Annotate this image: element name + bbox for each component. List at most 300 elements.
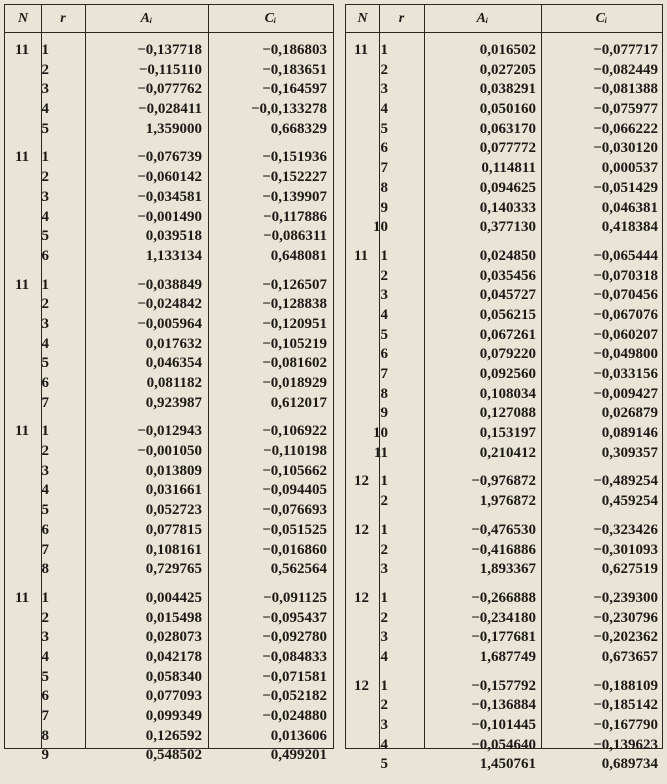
cell-a: 0,058340 <box>145 668 202 685</box>
cell-a: 0,013809 <box>145 462 202 479</box>
cell-a: 0,077772 <box>479 140 536 157</box>
cell-r: 2 <box>380 267 388 284</box>
table-row <box>5 589 333 609</box>
table-row <box>5 648 333 668</box>
cell-n: 12 <box>354 473 369 490</box>
header-divider <box>5 32 333 33</box>
cell-n: 11 <box>15 149 30 166</box>
cell-c: −0,239300 <box>593 589 658 606</box>
right-table-body <box>346 41 662 784</box>
table-row <box>346 61 662 81</box>
cell-a: −0,024842 <box>137 296 202 313</box>
cell-a: 0,063170 <box>479 120 536 137</box>
cell-a: 0,210412 <box>479 444 536 461</box>
table-row <box>346 80 662 100</box>
table-row <box>346 628 662 648</box>
cell-c: −0,120951 <box>262 315 327 332</box>
table-row <box>346 326 662 346</box>
table-row <box>5 227 333 247</box>
cell-c: 0,673657 <box>601 648 658 665</box>
cell-a: 0,031661 <box>145 482 202 499</box>
cell-c: −0,202362 <box>593 629 658 646</box>
table-group <box>346 41 662 238</box>
cell-a: 1,976872 <box>479 493 536 510</box>
cell-r: 5 <box>380 326 388 343</box>
cell-r: 8 <box>380 179 388 196</box>
cell-c: −0,128838 <box>262 296 327 313</box>
cell-r: 6 <box>41 688 49 705</box>
cell-n: 12 <box>354 589 369 606</box>
cell-c: −0,084833 <box>262 648 327 665</box>
table-row <box>5 374 333 394</box>
table-row <box>346 120 662 140</box>
cell-r: 4 <box>380 101 388 118</box>
cell-c: −0,070456 <box>593 287 658 304</box>
cell-c: −0,076693 <box>262 502 327 519</box>
cell-a: 0,081182 <box>146 375 202 391</box>
table-row <box>346 179 662 199</box>
table-row <box>346 139 662 159</box>
cell-c: 0,668329 <box>270 120 327 137</box>
table-row <box>5 422 333 442</box>
cell-a: 1,687749 <box>479 648 536 665</box>
cell-n: 11 <box>354 247 369 264</box>
table-group <box>346 472 662 511</box>
cell-a: −0,137718 <box>137 42 202 58</box>
table-row <box>5 120 333 140</box>
cell-a: 1,450761 <box>479 756 536 773</box>
cell-r: 4 <box>41 335 49 352</box>
cell-r: 1 <box>380 473 388 490</box>
table-row <box>5 148 333 168</box>
cell-r: 6 <box>41 521 49 538</box>
cell-c: −0,016860 <box>262 541 327 558</box>
cell-a: 0,077093 <box>145 688 202 705</box>
cell-a: −0,028411 <box>138 101 202 118</box>
cell-n: 11 <box>354 42 369 58</box>
table-row <box>5 100 333 120</box>
cell-c: −0,081602 <box>262 355 327 372</box>
cell-r: 5 <box>41 355 49 372</box>
cell-c: −0,095437 <box>262 609 327 626</box>
cell-r: 3 <box>380 629 388 646</box>
table-row <box>346 159 662 179</box>
cell-r: 2 <box>380 493 388 510</box>
table-row <box>5 295 333 315</box>
cell-r: 3 <box>380 561 388 578</box>
cell-c: −0,081388 <box>593 81 658 98</box>
cell-r: 4 <box>41 648 49 665</box>
cell-a: 0,729765 <box>145 561 202 578</box>
table-group <box>5 589 333 766</box>
cell-r: 10 <box>373 425 388 442</box>
cell-r: 9 <box>380 405 388 422</box>
cell-r: 3 <box>41 315 49 332</box>
cell-r: 1 <box>380 589 388 606</box>
table-row <box>5 394 333 414</box>
cell-r: 2 <box>41 61 49 78</box>
table-row <box>5 541 333 561</box>
table-row <box>346 677 662 697</box>
cell-r: 1 <box>380 521 388 538</box>
right-table <box>345 4 663 773</box>
cell-c: 0,459254 <box>601 493 658 510</box>
cell-c: −0,151936 <box>262 149 327 166</box>
cell-r: 6 <box>41 247 49 264</box>
cell-a: 0,108034 <box>479 385 536 402</box>
table-group <box>346 677 662 775</box>
table-row <box>5 687 333 707</box>
cell-a: 0,042178 <box>145 648 202 665</box>
header-a: Aᵢ <box>476 11 489 26</box>
cell-r: 6 <box>380 140 388 157</box>
cell-a: 1,133134 <box>145 247 202 264</box>
cell-c: −0,164597 <box>262 81 327 98</box>
cell-a: −0,001490 <box>137 208 202 225</box>
cell-c: −0,323426 <box>593 521 658 538</box>
cell-a: −0,038849 <box>137 276 202 293</box>
cell-r: 9 <box>380 199 388 216</box>
cell-c: −0,105662 <box>262 462 327 479</box>
cell-a: 0,923987 <box>145 394 202 411</box>
cell-r: 5 <box>41 228 49 245</box>
table-row <box>346 267 662 287</box>
cell-r: 3 <box>41 629 49 646</box>
table-row <box>346 100 662 120</box>
cell-a: 0,028073 <box>145 629 202 646</box>
cell-r: 4 <box>41 208 49 225</box>
cell-r: 1 <box>380 247 388 264</box>
table-row <box>5 354 333 374</box>
table-row <box>346 541 662 561</box>
table-row <box>5 247 333 267</box>
table-group <box>5 422 333 580</box>
cell-c: −0,489254 <box>593 473 658 490</box>
cell-a: −0,076739 <box>137 149 202 166</box>
cell-c: 0,000537 <box>601 160 658 177</box>
cell-r: 9 <box>41 747 49 764</box>
cell-c: −0,139623 <box>593 736 658 753</box>
table-row <box>5 727 333 747</box>
cell-r: 2 <box>380 541 388 558</box>
cell-n: 11 <box>15 276 30 293</box>
cell-a: −0,157792 <box>471 677 536 694</box>
table-row <box>5 628 333 648</box>
cell-r: 2 <box>380 609 388 626</box>
cell-c: −0,030120 <box>593 140 658 157</box>
cell-r: 3 <box>41 81 49 98</box>
cell-r: 7 <box>41 708 49 724</box>
table-row <box>346 345 662 365</box>
cell-c: −0,106922 <box>262 423 327 440</box>
cell-a: −0,034581 <box>137 188 202 205</box>
cell-c: −0,075977 <box>593 101 658 118</box>
cell-a: 0,004425 <box>145 589 202 606</box>
table-row <box>5 609 333 629</box>
cell-c: −0,092780 <box>262 629 327 646</box>
cell-a: 0,016502 <box>479 42 536 58</box>
header-c: Cᵢ <box>264 11 277 26</box>
cell-a: −0,234180 <box>471 609 536 626</box>
cell-c: −0,183651 <box>262 61 327 78</box>
table-row <box>346 424 662 444</box>
cell-c: −0,065444 <box>593 247 658 264</box>
cell-c: −0,018929 <box>262 375 327 391</box>
cell-a: 0,140333 <box>479 199 536 216</box>
table-row <box>346 199 662 219</box>
cell-c: −0,033156 <box>593 366 658 382</box>
cell-c: −0,186803 <box>262 42 327 58</box>
cell-c: 0,648081 <box>270 247 327 264</box>
table-row <box>346 365 662 385</box>
cell-c: −0,301093 <box>593 541 658 558</box>
table-row <box>346 560 662 580</box>
cell-a: 1,893367 <box>479 561 536 578</box>
left-table <box>4 4 334 764</box>
cell-r: 6 <box>380 346 388 363</box>
table-row <box>346 492 662 512</box>
cell-n: 11 <box>15 589 30 606</box>
cell-a: 0,126592 <box>145 727 202 744</box>
cell-n: 12 <box>354 677 369 694</box>
cell-a: 0,052723 <box>145 502 202 519</box>
cell-a: −0,115110 <box>138 61 202 78</box>
cell-a: 0,114811 <box>481 160 536 177</box>
cell-a: 0,153197 <box>479 425 536 442</box>
cell-r: 5 <box>380 756 388 773</box>
cell-r: 3 <box>41 462 49 479</box>
cell-a: −0,976872 <box>471 473 536 490</box>
cell-a: −0,012943 <box>137 423 202 440</box>
cell-c: −0,094405 <box>262 482 327 499</box>
cell-a: −0,266888 <box>471 589 536 606</box>
cell-a: 0,094625 <box>479 179 536 196</box>
cell-c: −0,024880 <box>262 708 327 724</box>
table-row <box>5 80 333 100</box>
table-row <box>346 444 662 464</box>
table-row <box>346 385 662 405</box>
cell-a: 0,046354 <box>145 355 202 372</box>
table-row <box>5 188 333 208</box>
header-divider <box>346 32 662 33</box>
cell-r: 2 <box>41 296 49 313</box>
cell-a: 0,092560 <box>479 366 536 382</box>
header-r: r <box>60 11 66 26</box>
cell-r: 3 <box>380 287 388 304</box>
table-row <box>5 442 333 462</box>
table-row <box>5 315 333 335</box>
cell-a: 0,039518 <box>145 228 202 245</box>
table-row <box>5 41 333 61</box>
cell-a: 1,359000 <box>145 120 202 137</box>
cell-c: −0,009427 <box>593 385 658 402</box>
table-row <box>5 746 333 766</box>
table-row <box>5 208 333 228</box>
cell-a: −0,054640 <box>471 736 536 753</box>
table-row <box>5 668 333 688</box>
cell-r: 2 <box>380 61 388 78</box>
table-row <box>346 696 662 716</box>
table-group <box>5 276 333 414</box>
cell-a: 0,045727 <box>479 287 536 304</box>
table-row <box>5 481 333 501</box>
cell-c: 0,418384 <box>601 219 658 236</box>
cell-r: 1 <box>380 42 388 58</box>
cell-c: −0,082449 <box>593 61 658 78</box>
table-row <box>5 707 333 727</box>
cell-c: 0,046381 <box>601 199 658 216</box>
table-row <box>346 521 662 541</box>
cell-a: 0,108161 <box>145 541 202 558</box>
cell-r: 7 <box>41 541 49 558</box>
cell-r: 1 <box>41 589 49 606</box>
cell-c: 0,089146 <box>601 425 658 442</box>
cell-r: 1 <box>41 276 49 293</box>
left-table-body <box>5 41 333 775</box>
table-row <box>346 286 662 306</box>
table-row <box>346 648 662 668</box>
table-group <box>346 247 662 464</box>
table-row <box>5 501 333 521</box>
cell-r: 10 <box>373 219 388 236</box>
cell-c: −0,167790 <box>593 717 658 733</box>
table-row <box>346 218 662 238</box>
cell-c: −0,066222 <box>593 120 658 137</box>
cell-c: 0,627519 <box>601 561 658 578</box>
cell-c: 0,612017 <box>270 394 327 411</box>
cell-c: 0,689734 <box>601 756 658 773</box>
cell-c: −0,067076 <box>593 306 658 323</box>
cell-r: 4 <box>41 101 49 118</box>
table-row <box>346 755 662 775</box>
cell-c: −0,052182 <box>262 688 327 705</box>
cell-a: −0,416886 <box>471 541 536 558</box>
cell-r: 2 <box>41 169 49 186</box>
header-n: N <box>17 11 29 26</box>
cell-c: −0,110198 <box>263 443 327 460</box>
table-row <box>346 404 662 424</box>
cell-a: 0,377130 <box>479 219 536 236</box>
cell-c: −0,117886 <box>263 208 327 225</box>
cell-r: 4 <box>380 736 388 753</box>
table-row <box>346 472 662 492</box>
cell-a: −0,101445 <box>471 717 536 733</box>
table-group <box>5 41 333 139</box>
cell-c: −0,077717 <box>593 42 658 58</box>
cell-a: 0,017632 <box>145 335 202 352</box>
cell-a: −0,077762 <box>137 81 202 98</box>
cell-a: 0,127088 <box>479 405 536 422</box>
table-row <box>346 609 662 629</box>
cell-a: 0,079220 <box>479 346 536 363</box>
cell-c: −0,152227 <box>262 169 327 186</box>
table-row <box>5 521 333 541</box>
cell-a: −0,001050 <box>137 443 202 460</box>
table-row <box>5 462 333 482</box>
cell-a: 0,038291 <box>479 81 536 98</box>
table-group <box>346 521 662 580</box>
table-row <box>5 168 333 188</box>
cell-c: −0,060207 <box>593 326 658 343</box>
cell-c: −0,051525 <box>262 521 327 538</box>
table-row <box>346 306 662 326</box>
cell-c: 0,026879 <box>601 405 658 422</box>
cell-r: 1 <box>41 42 49 58</box>
table-row <box>5 335 333 355</box>
cell-r: 2 <box>41 443 49 460</box>
cell-r: 11 <box>373 444 388 461</box>
cell-c: −0,185142 <box>593 697 658 714</box>
table-row <box>346 247 662 267</box>
table-row <box>5 276 333 296</box>
cell-n: 12 <box>354 521 369 538</box>
cell-r: 3 <box>380 717 388 733</box>
cell-n: 11 <box>15 423 30 440</box>
cell-r: 8 <box>380 385 388 402</box>
cell-c: −0,051429 <box>593 179 658 196</box>
cell-r: 3 <box>380 81 388 98</box>
table-group <box>5 148 333 266</box>
cell-c: 0,013606 <box>270 727 327 744</box>
cell-r: 7 <box>380 366 388 382</box>
table-row <box>346 589 662 609</box>
cell-a: 0,027205 <box>479 61 536 78</box>
cell-a: 0,024850 <box>479 247 536 264</box>
cell-a: 0,035456 <box>479 267 536 284</box>
cell-a: 0,067261 <box>479 326 536 343</box>
table-row <box>5 61 333 81</box>
cell-c: −0,070318 <box>593 267 658 284</box>
table-group <box>346 589 662 668</box>
cell-c: 0,309357 <box>601 444 658 461</box>
cell-c: 0,562564 <box>270 561 327 578</box>
cell-r: 4 <box>380 648 388 665</box>
cell-r: 1 <box>41 423 49 440</box>
cell-c: −0,091125 <box>263 589 327 606</box>
cell-r: 7 <box>380 160 388 177</box>
table-row <box>346 736 662 756</box>
header-a: Aᵢ <box>140 11 153 26</box>
cell-c: −0,105219 <box>262 335 327 352</box>
cell-a: 0,015498 <box>145 609 202 626</box>
cell-a: 0,050160 <box>479 101 536 118</box>
cell-r: 3 <box>41 188 49 205</box>
cell-c: 0,499201 <box>270 747 327 764</box>
cell-r: 5 <box>41 502 49 519</box>
cell-a: −0,060142 <box>137 169 202 186</box>
cell-r: 8 <box>41 561 49 578</box>
cell-r: 5 <box>41 668 49 685</box>
cell-a: 0,077815 <box>145 521 202 538</box>
cell-r: 4 <box>41 482 49 499</box>
cell-c: −0,071581 <box>262 668 327 685</box>
cell-r: 5 <box>380 120 388 137</box>
cell-a: −0,177681 <box>471 629 536 646</box>
cell-r: 2 <box>41 609 49 626</box>
cell-a: −0,005964 <box>137 315 202 332</box>
cell-r: 4 <box>380 306 388 323</box>
table-row <box>346 716 662 736</box>
cell-a: 0,056215 <box>479 306 536 323</box>
table-row <box>346 41 662 61</box>
cell-c: −0,0,133278 <box>250 101 327 118</box>
cell-c: −0,126507 <box>262 276 327 293</box>
cell-r: 2 <box>380 697 388 714</box>
cell-a: 0,548502 <box>145 747 202 764</box>
cell-r: 8 <box>41 727 49 744</box>
header-r: r <box>398 11 405 26</box>
cell-c: −0,086311 <box>263 228 327 245</box>
